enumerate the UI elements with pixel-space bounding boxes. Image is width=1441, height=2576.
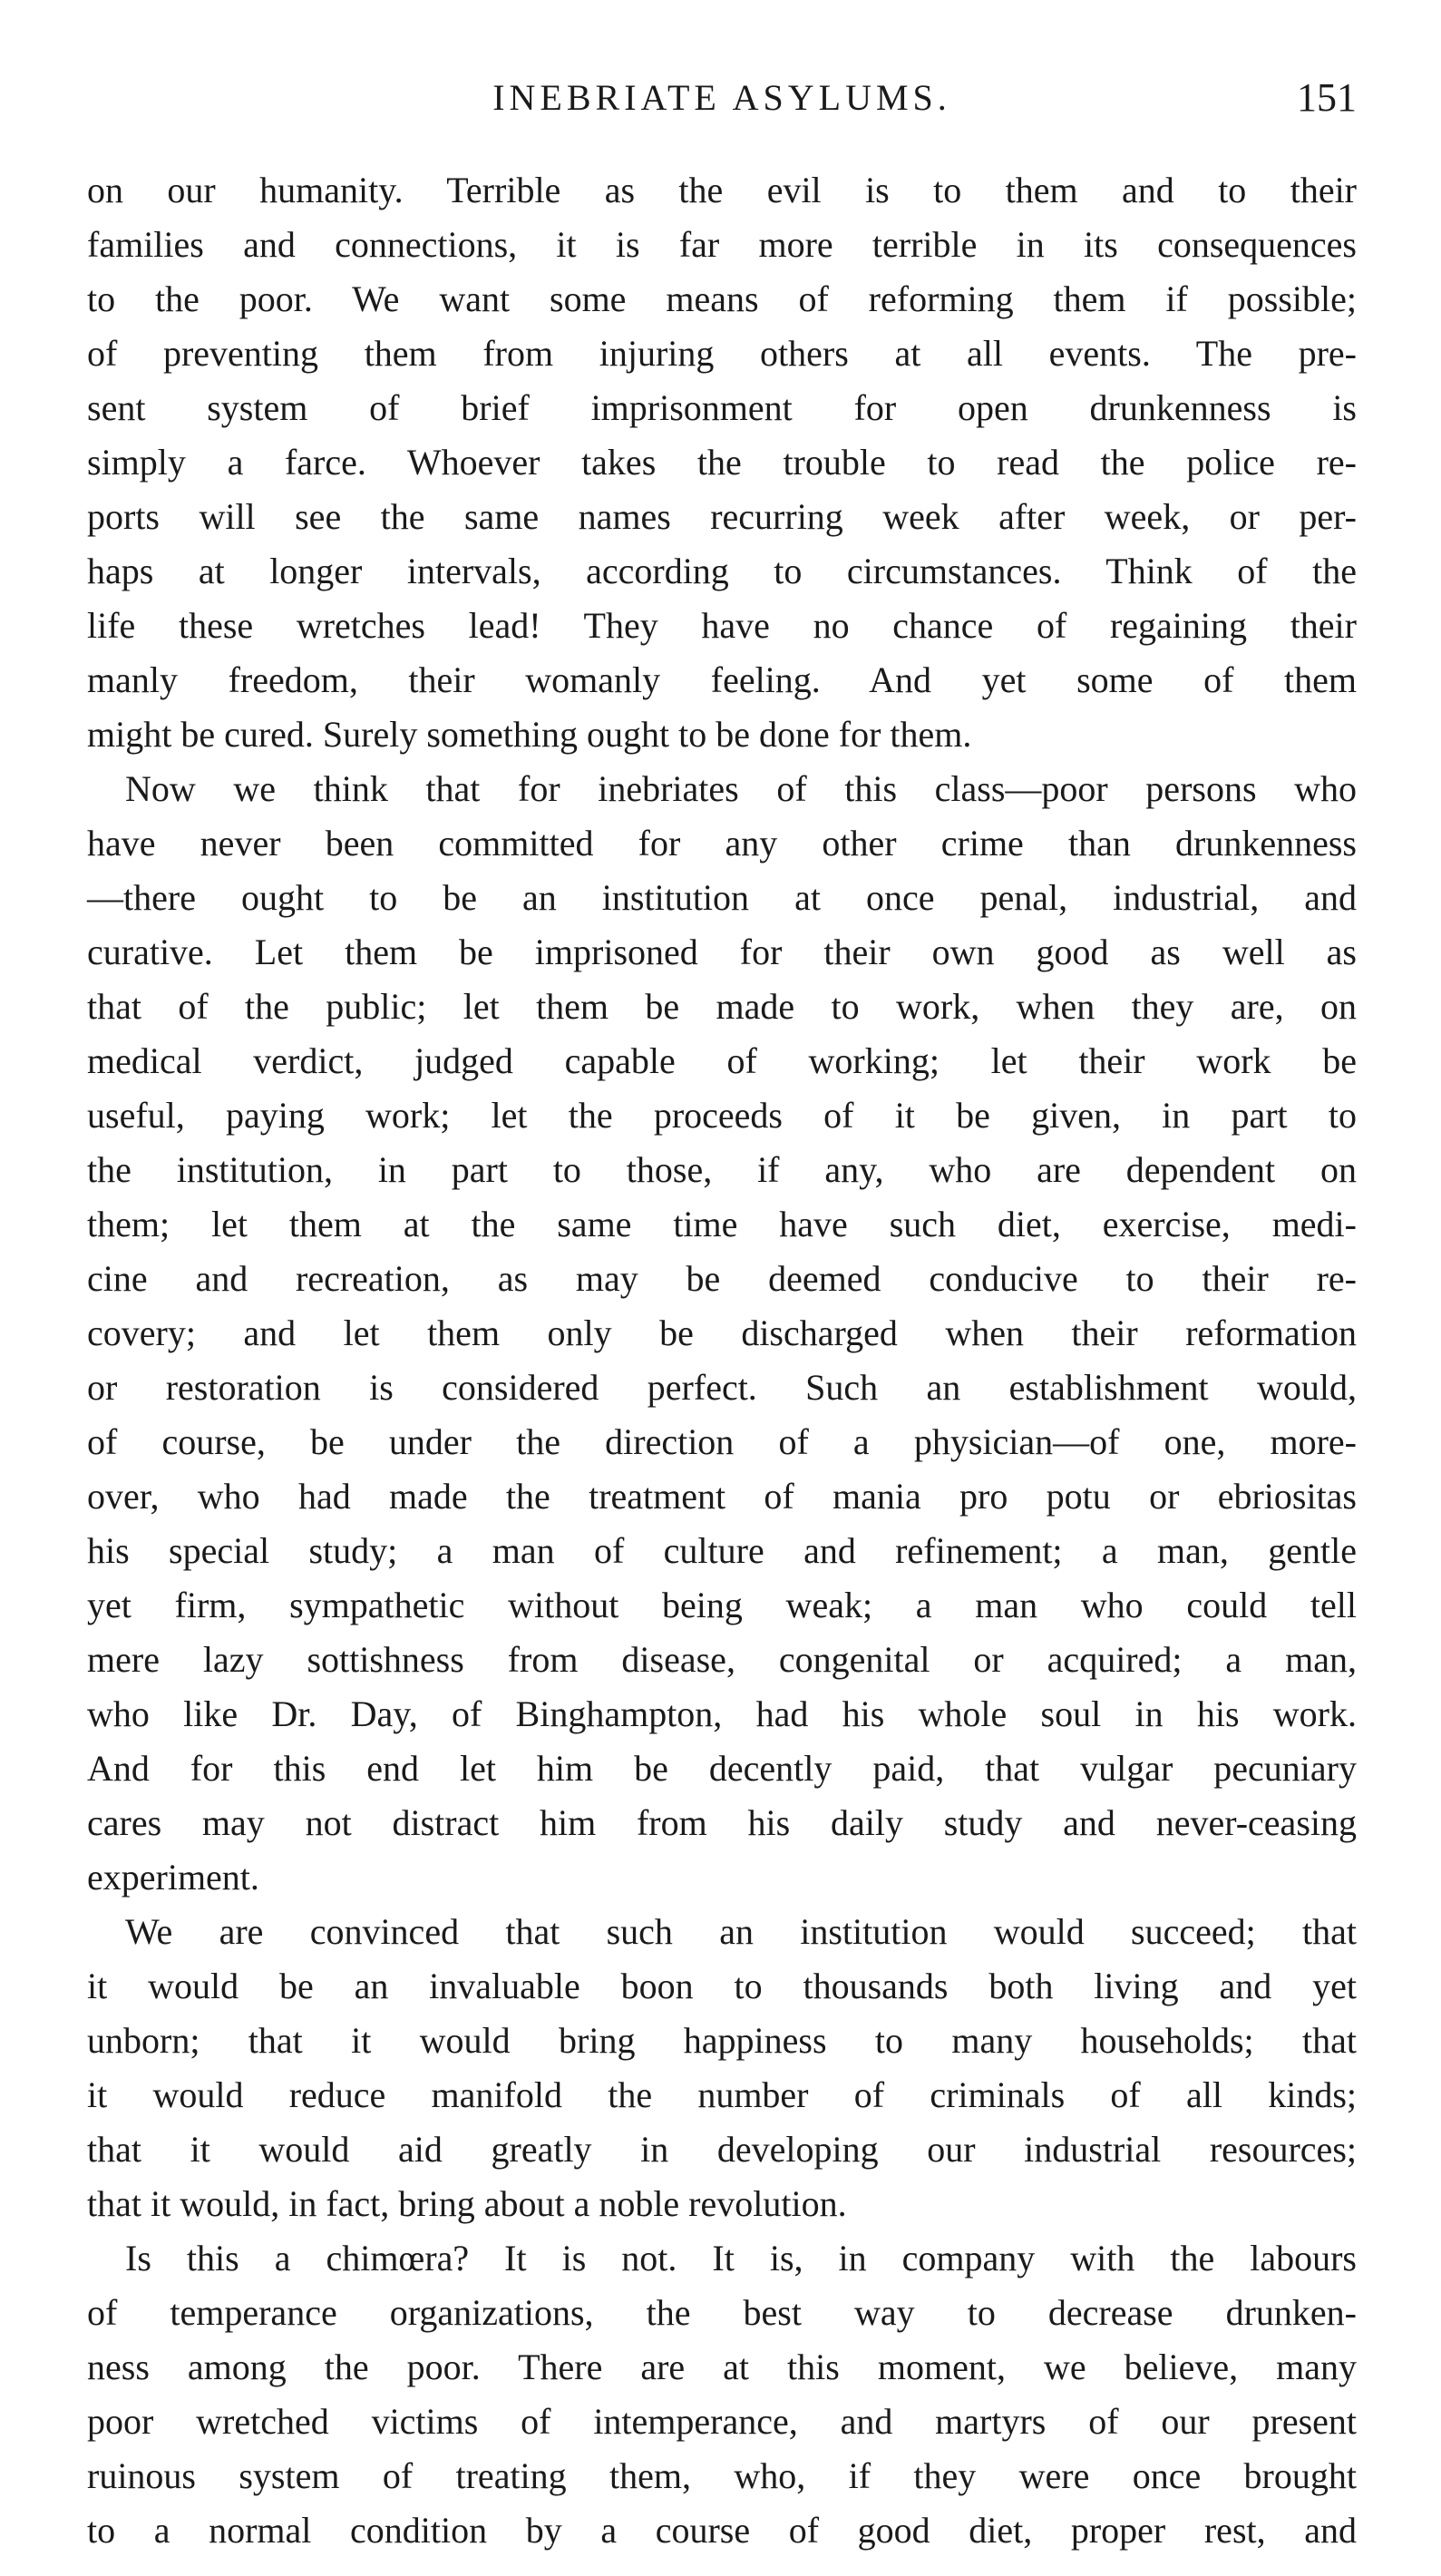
text-line: yet firm, sympathetic without being weak; a man who could tell — [87, 1585, 1357, 1625]
paragraph — [87, 1905, 1357, 2231]
text-line: that it would aid greatly in developing our industrial resources; — [87, 2129, 1357, 2170]
text-line: We are convinced that such an institution would succeed; that — [125, 1911, 1357, 1952]
text-line: unborn; that it would bring happiness to many households; that — [87, 2020, 1357, 2061]
text-line: Now we think that for inebriates of this class—poor persons who — [125, 768, 1357, 809]
text-line: ness among the poor. There are at this moment, we believe, many — [87, 2347, 1357, 2387]
text-line: simply a farce. Whoever takes the trouble to read the police re- — [87, 442, 1357, 483]
text-line: useful, paying work; let the proceeds of it be given, in part to — [87, 1095, 1357, 1136]
text-line: over, who had made the treatment of mania pro potu or ebriositas — [87, 1476, 1357, 1517]
text-line: mere lazy sottishness from disease, congenital or acquired; a man, — [87, 1639, 1357, 1680]
text-line: cine and recreation, as may be deemed conducive to their re- — [87, 1258, 1357, 1299]
text-line: covery; and let them only be discharged when their reformation — [87, 1312, 1357, 1353]
page-number: 151 — [1297, 75, 1357, 120]
text-line: it would be an invaluable boon to thousands both living and yet — [87, 1966, 1357, 2006]
text-line: life these wretches lead! They have no chance of regaining their — [87, 605, 1357, 646]
running-title: INEBRIATE ASYLUMS. — [492, 77, 951, 118]
paragraph — [87, 2231, 1357, 2558]
text-line: them; let them at the same time have such diet, exercise, medi- — [87, 1204, 1357, 1244]
text-line: of preventing them from injuring others at all events. The pre- — [87, 333, 1357, 374]
text-line: to a normal condition by a course of good diet, proper rest, and — [87, 2510, 1357, 2551]
text-line: might be cured. Surely something ought to be done for them. — [87, 714, 972, 755]
paragraph — [87, 163, 1357, 762]
text-line: his special study; a man of culture and refinement; a man, gentle — [87, 1530, 1357, 1571]
text-line: to the poor. We want some means of reforming them if possible; — [87, 278, 1357, 319]
text-line: of temperance organizations, the best way to decrease drunken- — [87, 2292, 1357, 2333]
text-line: families and connections, it is far more terrible in its consequences — [87, 224, 1357, 265]
paragraph — [87, 762, 1357, 1905]
text-line: —there ought to be an institution at once penal, industrial, and — [87, 877, 1357, 918]
body-text — [87, 163, 1357, 2558]
text-line: the institution, in part to those, if any, who are dependent on — [87, 1149, 1357, 1190]
text-line: And for this end let him be decently paid, that vulgar pecuniary — [87, 1748, 1357, 1789]
text-line: or restoration is considered perfect. Such an establishment would, — [87, 1367, 1357, 1408]
text-line: ruinous system of treating them, who, if they were once brought — [87, 2455, 1357, 2496]
text-line: that of the public; let them be made to work, when they are, on — [87, 986, 1357, 1027]
text-line: experiment. — [87, 1857, 259, 1898]
text-line: manly freedom, their womanly feeling. And yet some of them — [87, 659, 1357, 700]
text-line: have never been committed for any other crime than drunkenness — [87, 823, 1357, 864]
text-line: of course, be under the direction of a physician—of one, more- — [87, 1421, 1357, 1462]
text-line: on our humanity. Terrible as the evil is to them and to their — [87, 170, 1357, 210]
text-line: Is this a chimœra? It is not. It is, in company with the labours — [125, 2238, 1357, 2278]
text-line: medical verdict, judged capable of working; let their work be — [87, 1040, 1357, 1081]
text-line: haps at longer intervals, according to circumstances. Think of the — [87, 551, 1357, 591]
text-line: ports will see the same names recurring week after week, or per- — [87, 496, 1357, 537]
text-line: who like Dr. Day, of Binghampton, had his whole soul in his work. — [87, 1693, 1357, 1734]
running-header — [87, 71, 1357, 125]
text-line: poor wretched victims of intemperance, and martyrs of our present — [87, 2401, 1357, 2442]
text-line: that it would, in fact, bring about a noble revolution. — [87, 2183, 847, 2224]
text-line: it would reduce manifold the number of criminals of all kinds; — [87, 2074, 1357, 2115]
text-line: sent system of brief imprisonment for open drunkenness is — [87, 387, 1357, 428]
text-line: cares may not distract him from his daily study and never-ceasing — [87, 1802, 1357, 1843]
text-line: curative. Let them be imprisoned for their own good as well as — [87, 932, 1357, 972]
